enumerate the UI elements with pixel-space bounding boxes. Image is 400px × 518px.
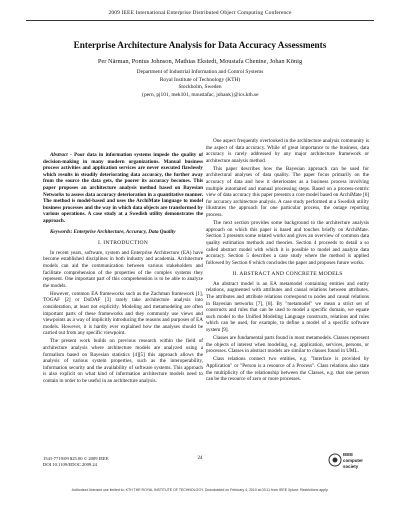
keywords: Keywords: Enterprise Architecture, Accuracy, Data Quality <box>50 228 176 235</box>
paper-authors: Per Närman, Pontus Johnson, Mathias Ekstedt, Moustafa Chenine, Johan König <box>97 58 303 65</box>
affiliation-institute: Royal Institute of Technology (KTH) <box>159 76 241 83</box>
conference-header: 2009 IEEE International Enterprise Distributed Object Computing Conference <box>108 10 292 16</box>
affiliation-emails: {pern, pj101, mek101, moustafac, johank}@ics.kth.se <box>141 91 259 98</box>
logo-line-ieee: IEEE <box>343 452 354 457</box>
section-heading-models: II. ABSTRACT AND CONCRETE MODELS <box>232 271 343 278</box>
body-paragraph: This paper describes how the Bayesian approach can be used for architectural analyses of data quality. The paper focus primarily on the accuracy of data and how it deteriorates as a business process involving multiple automated and manual processing steps. Based on a process-centric view of data accuracy this paper presents a core model based on ArchiMate [6] for accuracy architecture analysis. A case study performed at a Swedish utility illustrates the approach for one particular process, the outage reporting process. <box>206 165 369 219</box>
right-column <box>206 138 369 384</box>
left-column <box>43 152 203 386</box>
body-paragraph: Class relations connect two entities, e.g. "Interface is provided by Application" or "Person is a resource of a Process". Class relations also state the multiplicity of the relationship between the Classes, e.g. that one person can be the resource of zero or more processes. <box>206 356 369 383</box>
doi-line: DOI 10.1109/EDOC.2009.24 <box>43 461 97 467</box>
logo-line-computer: computer <box>343 458 364 463</box>
logo-line-society: society <box>343 464 359 469</box>
affiliation-city: Stockholm, Sweden <box>178 84 222 91</box>
body-paragraph: The present work builds on previous research within the field of architecture analysis where architecture models are analyzed using a formalism based on Bayesian statistics [4][5] this approach allows the analysis of various system properties, such as the interoperability, information security and the availability of software systems. This approach is also explicit on what kind of information architecture models need to contain in order to be useful in an architecture analysis. <box>43 338 203 384</box>
section-heading-introduction: I. INTRODUCTION <box>98 240 148 247</box>
license-notice: Authorized licensed use limited to: KTH THE ROYAL INSTITUTE OF TECHNOLOGY. Downloaded on February 4, 2010 at 03:11 from IEEE Xplore. Restrictions apply. <box>71 488 329 492</box>
issn-line: 1541-7719/09 $25.00 © 2009 IEEE <box>43 456 109 461</box>
abstract-text: - Poor data in information systems impede the quality of decision-making in many modern organizations. Manual business process activities and application services are never executed flawlessly which results in steadily deteriorating data accuracy, the further away from the source the data gets, the poorer its accuracy becomes. This paper proposes an architecture analysis method based on Bayesian Networks to assess data accuracy deterioration in a quantitative manner. The method is model-based and uses the ArchiMate language to model business processes and the way in which data objects are transformed by various operations. A case study at a Swedish utility demonstrates the approach. <box>43 152 203 224</box>
body-paragraph: However, common EA frameworks such as the Zachman framework [1], TOGAF [2] or DoDAF [3] rarely take architecture analysis into consideration, at least not explicitly. Modeling and metamodeling are often important parts of these frameworks and they commonly use views and viewpoints as a way of implicitly introducing the reasons and purposes of EA models. However, it is hardly ever explained how the analyses should be carried out from any specific viewpoint. <box>43 290 203 337</box>
paper-title: Enterprise Architecture Analysis for Data Accuracy Assessments <box>73 40 327 50</box>
affiliation-block <box>0 69 400 99</box>
body-paragraph: The next section provides some background to the architecture analysis approach on which this paper is based and touches briefly on ArchiMate. Section 3 presents some related works and gives an overview of common data quality estimation methods and theories. Section 4 proceeds to detail a so called abstract model with which it is possible to model and analyze data accuracy. Section 5 describes a case study where the method is applied followed by Section 6 which concludes the paper and proposes future works. <box>206 220 369 266</box>
header-divider <box>26 20 374 21</box>
body-paragraph: In recent years, software, system and Enterprise Architecture (EA) have become established disciplines in both industry and academia. Architecture models can aid the communication between various stakeholders and facilitate comprehension of the properties of the complex systems they represent. One important part of this comprehension is to be able to analyze the models. <box>43 249 203 289</box>
body-paragraph: One aspect frequently overlooked in the architecture analysis community is the aspect of data accuracy. While of great importance to the business, data accuracy is rarely addressed by any major architecture framework or architecture analysis method. <box>206 138 369 164</box>
abstract-paragraph <box>43 152 203 225</box>
affiliation-department: Department of Industrial Information and Control Systems <box>136 69 264 75</box>
body-paragraph: Classes are fundamental parts found in most metamodels. Classes represent the objects of interest when modeling, e.g. application, services, persons, or processes. Classes in abstract models are similar to classes found in UML. <box>206 335 369 355</box>
computer-society-logo <box>328 449 372 471</box>
body-paragraph: An abstract model is an EA metamodel containing entities and entity relations, augmented with attributes and causal relations between attributes. The attributes and attribute relations correspond to nodes and causal relations in Bayesian networks [7], [8]. By "metamodel" we mean a strict set of constructs and rules that can be used to model a specific domain, we equate such model to the Unified Modeling Language constructs, relations and rules which can be used, for example, to define a model of a specific software system [9]. <box>206 280 369 334</box>
page-number: 24 <box>197 456 203 461</box>
abstract-label: Abstract <box>50 152 68 158</box>
